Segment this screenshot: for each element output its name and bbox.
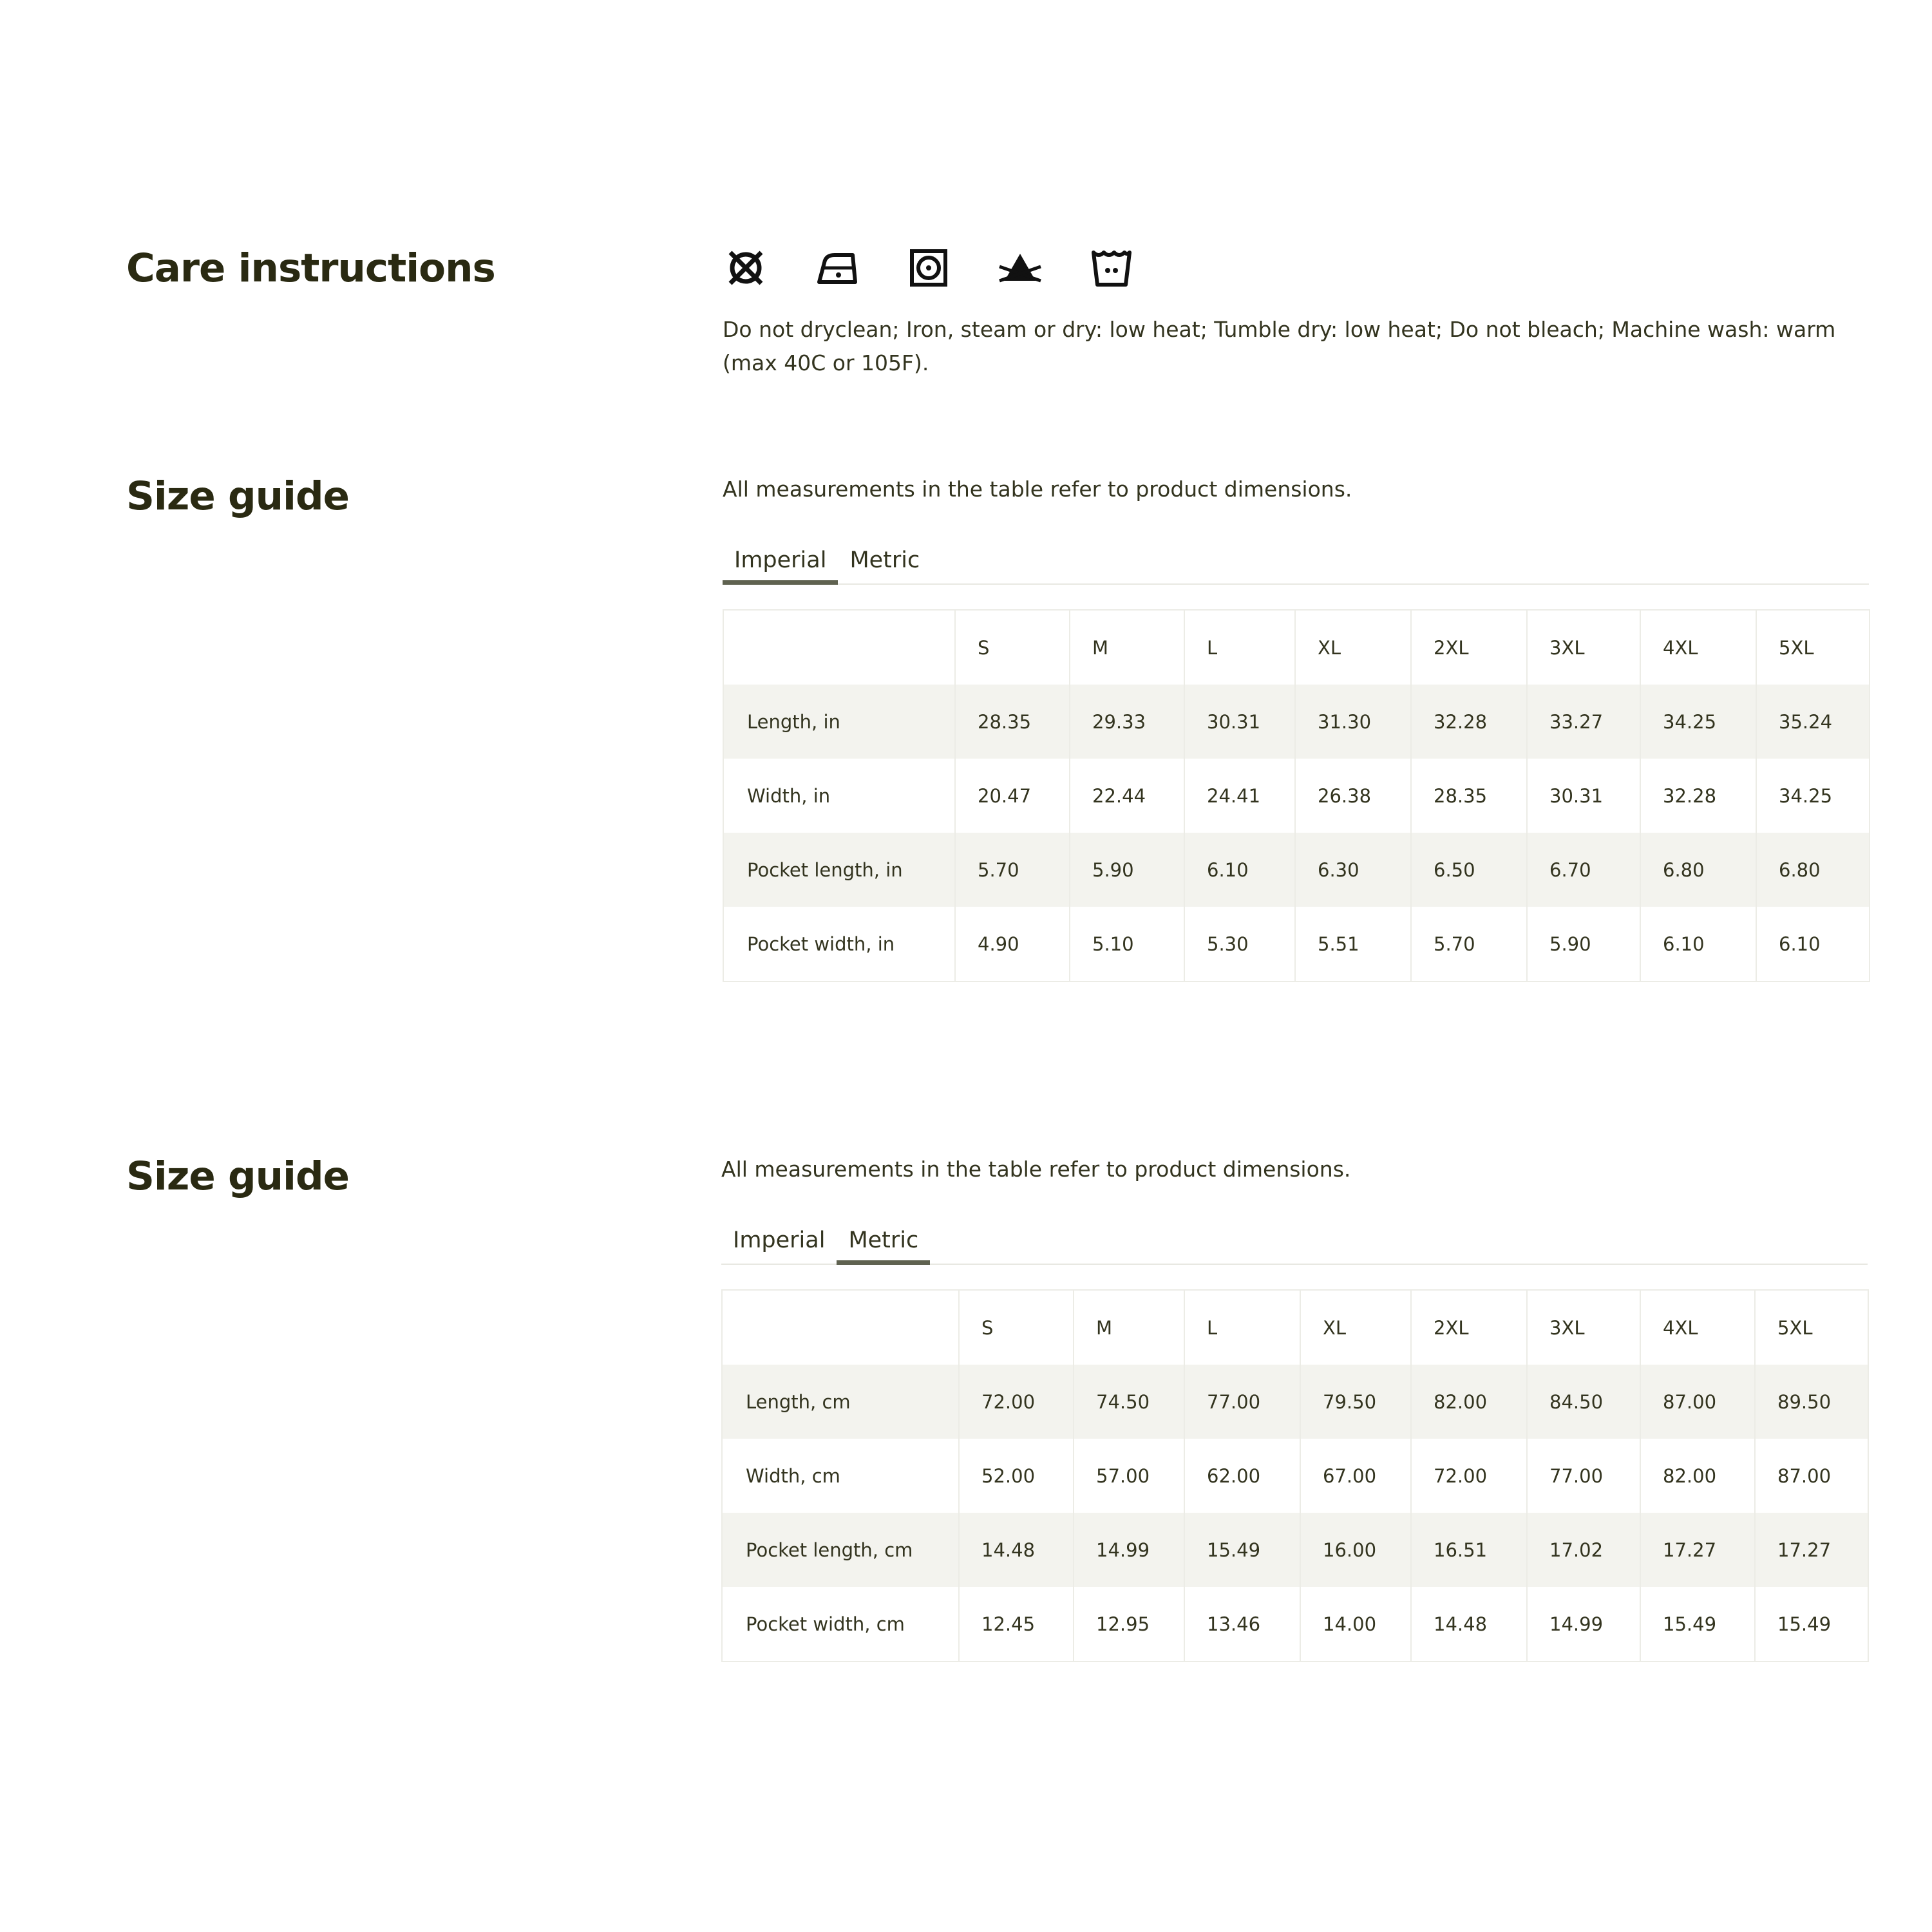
table-header-cell: XL [1300, 1290, 1411, 1365]
table-header-cell: L [1184, 610, 1295, 685]
table-cell: 35.24 [1756, 685, 1870, 759]
table-cell: 5.70 [1411, 907, 1527, 981]
care-icons [723, 247, 1135, 289]
table-cell: 57.00 [1074, 1439, 1184, 1513]
size-guide-note: All measurements in the table refer to product dimensions. [721, 1157, 1351, 1182]
tab-metric[interactable]: Metric [837, 1221, 930, 1265]
size-table-metric [721, 1289, 1869, 1662]
table-cell: 5.90 [1527, 907, 1640, 981]
table-cell: 34.25 [1756, 759, 1870, 833]
table-cell: 14.00 [1300, 1587, 1411, 1662]
table-cell: 6.10 [1756, 907, 1870, 981]
table-row [723, 685, 1870, 759]
table-header-cell: 5XL [1756, 610, 1870, 685]
table-cell: 4.90 [955, 907, 1070, 981]
table-header-cell: S [955, 610, 1070, 685]
size-guide-title: Size guide [126, 1153, 349, 1199]
size-guide-note: All measurements in the table refer to product dimensions. [723, 477, 1352, 502]
machine-wash-warm-icon [1088, 247, 1135, 289]
table-cell: 26.38 [1295, 759, 1411, 833]
table-header-cell: 4XL [1640, 1290, 1755, 1365]
table-cell: 6.80 [1756, 833, 1870, 907]
table-row [722, 1513, 1868, 1587]
table-cell: 15.49 [1640, 1587, 1755, 1662]
table-cell: Pocket width, cm [722, 1587, 959, 1662]
table-cell: 22.44 [1070, 759, 1184, 833]
unit-tabs [721, 1221, 1868, 1265]
table-cell: 87.00 [1755, 1439, 1868, 1513]
table-cell: 84.50 [1527, 1365, 1640, 1439]
table-cell: 77.00 [1527, 1439, 1640, 1513]
table-cell: 72.00 [959, 1365, 1074, 1439]
table-cell: 52.00 [959, 1439, 1074, 1513]
unit-tabs [723, 541, 1869, 585]
table-row [723, 759, 1870, 833]
table-cell: 12.95 [1074, 1587, 1184, 1662]
table-header-row [722, 1290, 1868, 1365]
table-cell: 62.00 [1184, 1439, 1300, 1513]
table-header-cell: 2XL [1411, 610, 1527, 685]
table-cell: 14.48 [959, 1513, 1074, 1587]
table-cell: 14.48 [1411, 1587, 1527, 1662]
table-cell: 17.02 [1527, 1513, 1640, 1587]
table-header-cell: XL [1295, 610, 1411, 685]
care-instructions-text: Do not dryclean; Iron, steam or dry: low heat; Tumble dry: low heat; Do not bleach; Machine wash: warm (max 40C or 105F). [723, 317, 1836, 375]
table-cell: 72.00 [1411, 1439, 1527, 1513]
table-cell: 79.50 [1300, 1365, 1411, 1439]
table-cell: 33.27 [1527, 685, 1640, 759]
table-row [722, 1365, 1868, 1439]
table-cell: 30.31 [1527, 759, 1640, 833]
table-cell: 67.00 [1300, 1439, 1411, 1513]
table-cell: 13.46 [1184, 1587, 1300, 1662]
tab-metric[interactable]: Metric [849, 547, 920, 573]
table-cell: 14.99 [1527, 1587, 1640, 1662]
table-row [722, 1587, 1868, 1662]
table-header-cell [723, 610, 955, 685]
table-cell: Length, in [723, 685, 955, 759]
table-header-cell: 3XL [1527, 610, 1640, 685]
table-cell: 34.25 [1640, 685, 1756, 759]
care-instructions-title: Care instructions [126, 245, 495, 291]
table-cell: 82.00 [1640, 1439, 1755, 1513]
table-header-cell: M [1074, 1290, 1184, 1365]
size-table-imperial [723, 609, 1870, 982]
table-cell: 6.30 [1295, 833, 1411, 907]
size-guide-title: Size guide [126, 473, 349, 519]
tab-imperial[interactable]: Imperial [723, 541, 838, 585]
table-cell: 5.10 [1070, 907, 1184, 981]
table-header-cell [722, 1290, 959, 1365]
table-cell: 24.41 [1184, 759, 1295, 833]
do-not-dryclean-icon [723, 247, 769, 289]
do-not-bleach-icon [997, 247, 1043, 289]
table-row [723, 833, 1870, 907]
table-cell: 17.27 [1640, 1513, 1755, 1587]
table-cell: 87.00 [1640, 1365, 1755, 1439]
table-cell: 16.51 [1411, 1513, 1527, 1587]
table-cell: 6.10 [1184, 833, 1295, 907]
table-header-cell: 2XL [1411, 1290, 1527, 1365]
table-row [723, 907, 1870, 981]
table-cell: 15.49 [1184, 1513, 1300, 1587]
table-cell: 14.99 [1074, 1513, 1184, 1587]
table-cell: 29.33 [1070, 685, 1184, 759]
table-header-cell: L [1184, 1290, 1300, 1365]
table-cell: 16.00 [1300, 1513, 1411, 1587]
table-cell: Width, in [723, 759, 955, 833]
table-cell: 89.50 [1755, 1365, 1868, 1439]
table-cell: 28.35 [955, 685, 1070, 759]
table-cell: 5.70 [955, 833, 1070, 907]
tumble-dry-low-icon [905, 247, 952, 289]
table-header-cell: 3XL [1527, 1290, 1640, 1365]
table-header-cell: 5XL [1755, 1290, 1868, 1365]
table-header-row [723, 610, 1870, 685]
table-cell: Length, cm [722, 1365, 959, 1439]
tab-imperial[interactable]: Imperial [733, 1227, 826, 1253]
table-cell: Pocket length, cm [722, 1513, 959, 1587]
table-cell: Pocket length, in [723, 833, 955, 907]
table-header-cell: 4XL [1640, 610, 1756, 685]
table-cell: 6.70 [1527, 833, 1640, 907]
table-cell: 17.27 [1755, 1513, 1868, 1587]
table-cell: 32.28 [1640, 759, 1756, 833]
table-cell: 31.30 [1295, 685, 1411, 759]
table-cell: 74.50 [1074, 1365, 1184, 1439]
table-cell: 12.45 [959, 1587, 1074, 1662]
table-cell: 5.30 [1184, 907, 1295, 981]
table-cell: 5.90 [1070, 833, 1184, 907]
table-cell: 77.00 [1184, 1365, 1300, 1439]
table-cell: 5.51 [1295, 907, 1411, 981]
table-cell: 15.49 [1755, 1587, 1868, 1662]
iron-low-heat-icon [814, 247, 860, 289]
table-cell: 6.50 [1411, 833, 1527, 907]
table-cell: 28.35 [1411, 759, 1527, 833]
table-cell: 32.28 [1411, 685, 1527, 759]
table-row [722, 1439, 1868, 1513]
table-cell: 6.80 [1640, 833, 1756, 907]
table-cell: 82.00 [1411, 1365, 1527, 1439]
table-cell: 30.31 [1184, 685, 1295, 759]
table-header-cell: S [959, 1290, 1074, 1365]
table-cell: 6.10 [1640, 907, 1756, 981]
table-cell: 20.47 [955, 759, 1070, 833]
table-header-cell: M [1070, 610, 1184, 685]
table-cell: Pocket width, in [723, 907, 955, 981]
table-cell: Width, cm [722, 1439, 959, 1513]
